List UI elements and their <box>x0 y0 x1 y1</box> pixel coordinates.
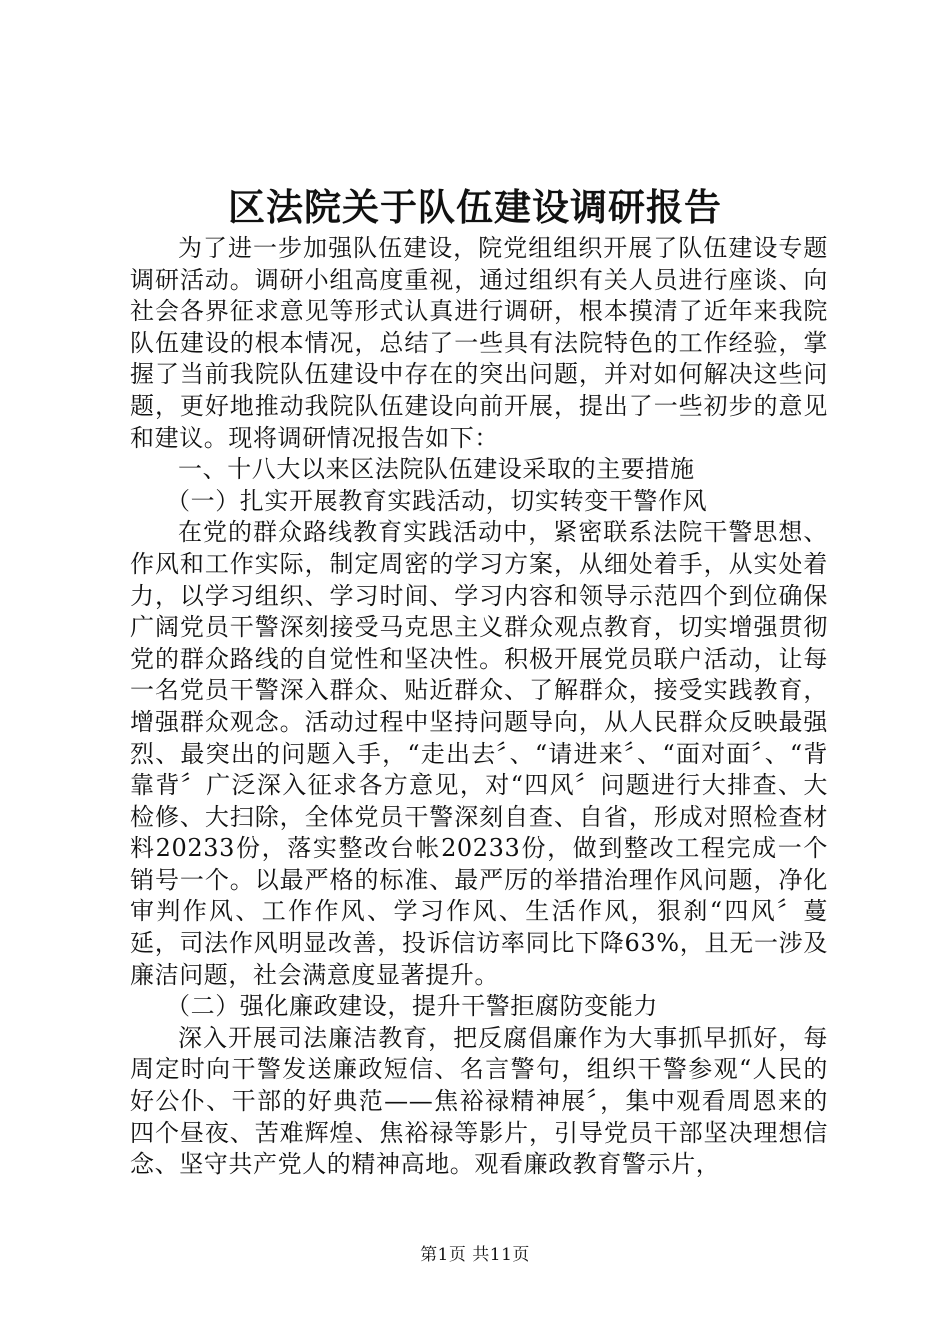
page-footer: 第1页 共11页 <box>420 1245 530 1265</box>
body-paragraph-2: 深入开展司法廉洁教育，把反腐倡廉作为大事抓早抓好，每周定时向干警发送廉政短信、名言警句，组织干警参观“人民的好公仆、干部的好典范——焦裕禄精神展〞，集中观看周恩来的四个昼夜、苦难辉煌、焦裕禄等影片，引导党员干部坚决理想信念、坚守共产党人的精神高地。观看廉政教育警示片， <box>130 1023 828 1179</box>
document-title: 区法院关于队伍建设调研报告 <box>228 185 722 229</box>
body-paragraph-1: 在党的群众路线教育实践活动中，紧密联系法院干警思想、作风和工作实际，制定周密的学习方案，从细处着手，从实处着力，以学习组织、学习时间、学习内容和领导示范四个到位确保广阔党员干警深刻接受马克思主义群众观点教育，切实增强贯彻党的群众路线的自觉性和坚决性。积极开展党员联户活动，让每一名党员干警深入群众、贴近群众、了解群众，接受实践教育，增强群众观念。活动过程中坚持问题导向，从人民群众反映最强烈、最突出的问题入手，“走出去〞、“请进来〞、“面对面〞、“背靠背〞广泛深入征求各方意见，对“四风〞问题进行大排查、大检修、大扫除，全体党员干警深刻自查、自省，形成对照检查材料20233份，落实整改台帐20233份，做到整改工程完成一个销号一个。以最严格的标准、最严厉的举措治理作风问题，净化审判作风、工作作风、学习作风、生活作风，狠刹“四风〞蔓延，司法作风明显改善，投诉信访率同比下降63%，且无一涉及廉洁问题，社会满意度显著提升。 <box>130 518 828 989</box>
intro-paragraph: 为了进一步加强队伍建设，院党组组织开展了队伍建设专题调研活动。调研小组高度重视，通过组织有关人员进行座谈、向社会各界征求意见等形式认真进行调研，根本摸清了近年来我院队伍建设的根本情况，总结了一些具有法院特色的工作经验，掌握了当前我院队伍建设中存在的突出问题，并对如何解决这些问题，更好地推动我院队伍建设向前开展，提出了一些初步的意见和建议。现将调研情况报告如下： <box>130 234 828 452</box>
subsection-heading-2: （二）强化廉政建设，提升干警拒腐防变能力 <box>166 992 658 1021</box>
subsection-heading-1: （一）扎实开展教育实践活动，切实转变干警作风 <box>166 486 708 515</box>
section-heading-1: 一、十八大以来区法院队伍建设采取的主要措施 <box>178 455 695 484</box>
document-body <box>130 233 828 1181</box>
